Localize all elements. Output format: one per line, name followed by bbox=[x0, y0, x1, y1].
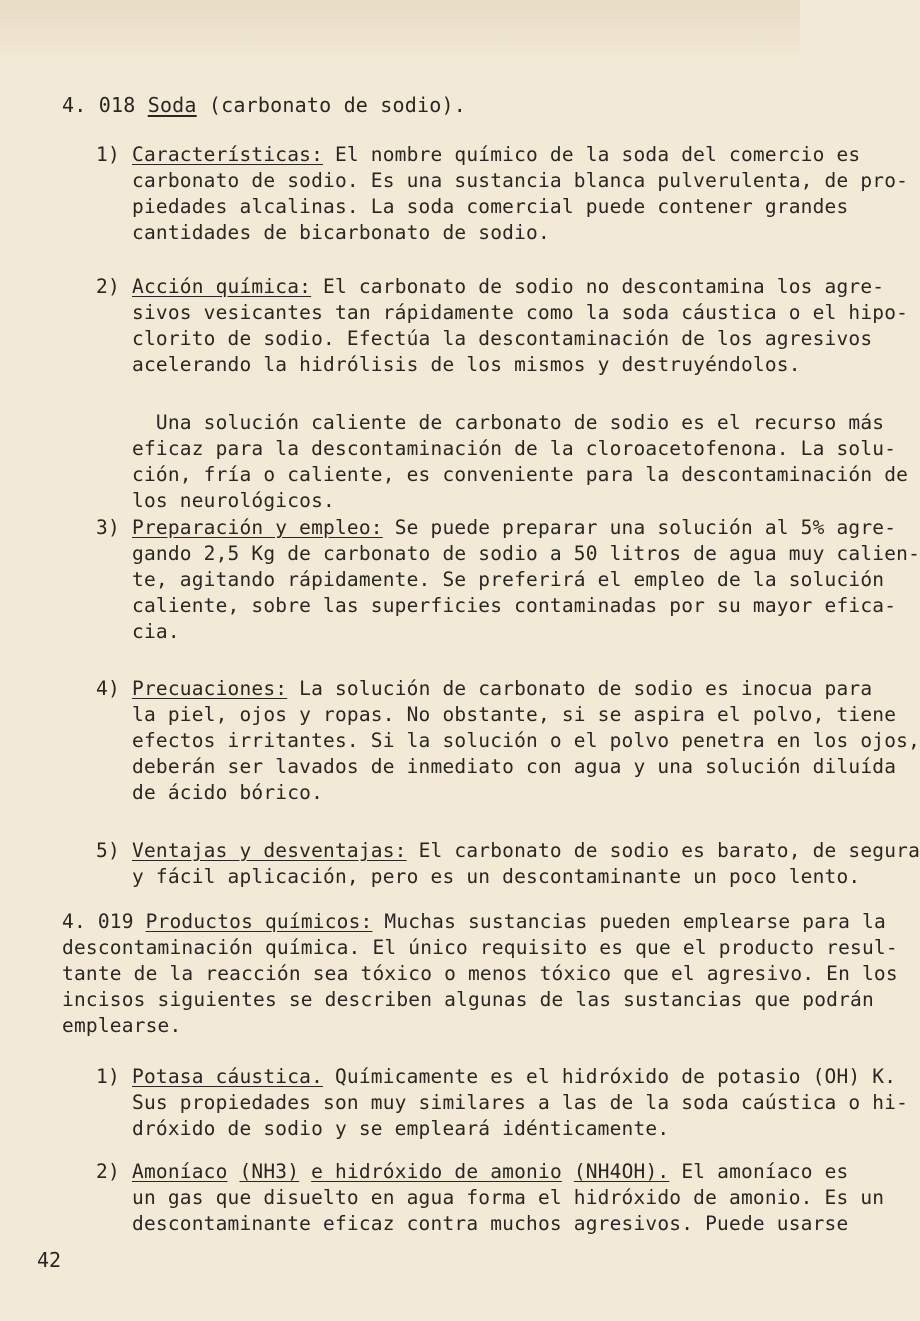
heading-rest: (carbonato de sodio). bbox=[196, 93, 466, 117]
item-text-line: de ácido bórico. bbox=[132, 781, 324, 804]
section-label: Productos químicos: bbox=[145, 910, 373, 933]
item-label-formula: (NH3) bbox=[239, 1160, 300, 1183]
section-text-line: descontaminación química. El único requisito es que el producto resul- bbox=[62, 936, 898, 959]
item-number: 4) bbox=[96, 677, 120, 700]
item-1-characteristics bbox=[96, 142, 908, 246]
item-text: La solución de carbonato de sodio es inocua para bbox=[287, 677, 873, 700]
item-text-line: Sus propiedades son muy similares a las de la soda caústica o hi- bbox=[132, 1091, 909, 1114]
item-text-line: piedades alcalinas. La soda comercial puede contener grandes bbox=[132, 195, 849, 218]
item-text-line: efectos irritantes. Si la solución o el polvo penetra en los ojos, bbox=[132, 729, 920, 752]
item-text-line: deberán ser lavados de inmediato con agua y una solución diluída bbox=[132, 755, 897, 778]
item-label: e hidróxido de amonio bbox=[311, 1160, 562, 1183]
item-text-line: dróxido de sodio y se empleará idénticamente. bbox=[132, 1117, 670, 1140]
item-text: El amoníaco es bbox=[669, 1160, 849, 1183]
page-number: 42 bbox=[37, 1248, 62, 1272]
item-text-line: clorito de sodio. Efectúa la descontaminación de los agresivos bbox=[132, 327, 873, 350]
item-label: Amoníaco bbox=[132, 1160, 228, 1183]
item-text-line: te, agitando rápidamente. Se preferirá el empleo de la solución bbox=[132, 568, 885, 591]
item-number: 5) bbox=[96, 839, 120, 862]
item-text-line: eficaz para la descontaminación de la cloroacetofenona. La solu- bbox=[132, 437, 897, 460]
item-text-line: un gas que disuelto en agua forma el hidróxido de amonio. Es un bbox=[132, 1186, 885, 1209]
item-text-line: ción, fría o caliente, es conveniente para la descontaminación de bbox=[132, 463, 909, 486]
item-4-precautions bbox=[96, 676, 920, 806]
item-text: El carbonato de sodio es barato, de segura bbox=[406, 839, 920, 862]
item-label: Ventajas y desventajas: bbox=[132, 839, 407, 862]
section-4019 bbox=[62, 909, 898, 1039]
heading-title: Soda bbox=[147, 93, 197, 117]
item-potasa bbox=[96, 1064, 908, 1142]
section-4018-heading bbox=[62, 92, 466, 118]
item-number: 2) bbox=[96, 275, 120, 298]
item-text-line: carbonato de sodio. Es una sustancia blanca pulverulenta, de pro- bbox=[132, 169, 909, 192]
item-label-formula: (NH4OH). bbox=[573, 1160, 670, 1183]
item-2-chemical-action bbox=[96, 274, 908, 514]
item-text-line: los neurológicos. bbox=[132, 489, 335, 512]
item-text: Químicamente es el hidróxido de potasio (OH) K. bbox=[323, 1065, 897, 1088]
item-label: Potasa cáustica. bbox=[132, 1065, 324, 1088]
heading-number: 4. 018 bbox=[62, 93, 136, 117]
item-3-preparation bbox=[96, 515, 920, 645]
item-number: 1) bbox=[96, 1065, 120, 1088]
item-amoniaco bbox=[96, 1159, 884, 1237]
section-number: 4. 019 bbox=[62, 910, 134, 933]
item-text-line: acelerando la hidrólisis de los mismos y destruyéndolos. bbox=[132, 353, 801, 376]
item-text-line: gando 2,5 Kg de carbonato de sodio a 50 litros de agua muy calien- bbox=[132, 542, 920, 565]
item-label: Precuaciones: bbox=[132, 677, 288, 700]
item-text-line: descontaminante eficaz contra muchos agresivos. Puede usarse bbox=[132, 1212, 849, 1235]
item-label: Características: bbox=[132, 143, 324, 166]
item-text-line: y fácil aplicación, pero es un descontaminante un poco lento. bbox=[132, 865, 861, 888]
item-number: 1) bbox=[96, 143, 120, 166]
item-text-line: la piel, ojos y ropas. No obstante, si se aspira el polvo, tiene bbox=[132, 703, 897, 726]
item-5-advantages bbox=[96, 838, 920, 890]
item-label: Preparación y empleo: bbox=[132, 516, 383, 539]
item-number: 3) bbox=[96, 516, 120, 539]
item-number: 2) bbox=[96, 1160, 120, 1183]
item-label: Acción química: bbox=[132, 275, 312, 298]
section-text-line: tante de la reacción sea tóxico o menos tóxico que el agresivo. En los bbox=[62, 962, 898, 985]
section-text: Muchas sustancias pueden emplearse para la bbox=[372, 910, 886, 933]
item-text-line: caliente, sobre las superficies contaminadas por su mayor efica- bbox=[132, 594, 897, 617]
item-text: Se puede preparar una solución al 5% agre- bbox=[382, 516, 897, 539]
item-text: El nombre químico de la soda del comercio es bbox=[323, 143, 861, 166]
section-text-line: incisos siguientes se describen algunas de las sustancias que podrán bbox=[62, 988, 874, 1011]
item-text-line: sivos vesicantes tan rápidamente como la soda cáustica o el hipo- bbox=[132, 301, 909, 324]
item-text-line: cantidades de bicarbonato de sodio. bbox=[132, 221, 550, 244]
item-text-line: cia. bbox=[132, 620, 180, 643]
section-text-line: emplearse. bbox=[62, 1014, 182, 1037]
item-text: El carbonato de sodio no descontamina los agre- bbox=[311, 275, 885, 298]
item-text-line: Una solución caliente de carbonato de sodio es el recurso más bbox=[132, 411, 885, 434]
